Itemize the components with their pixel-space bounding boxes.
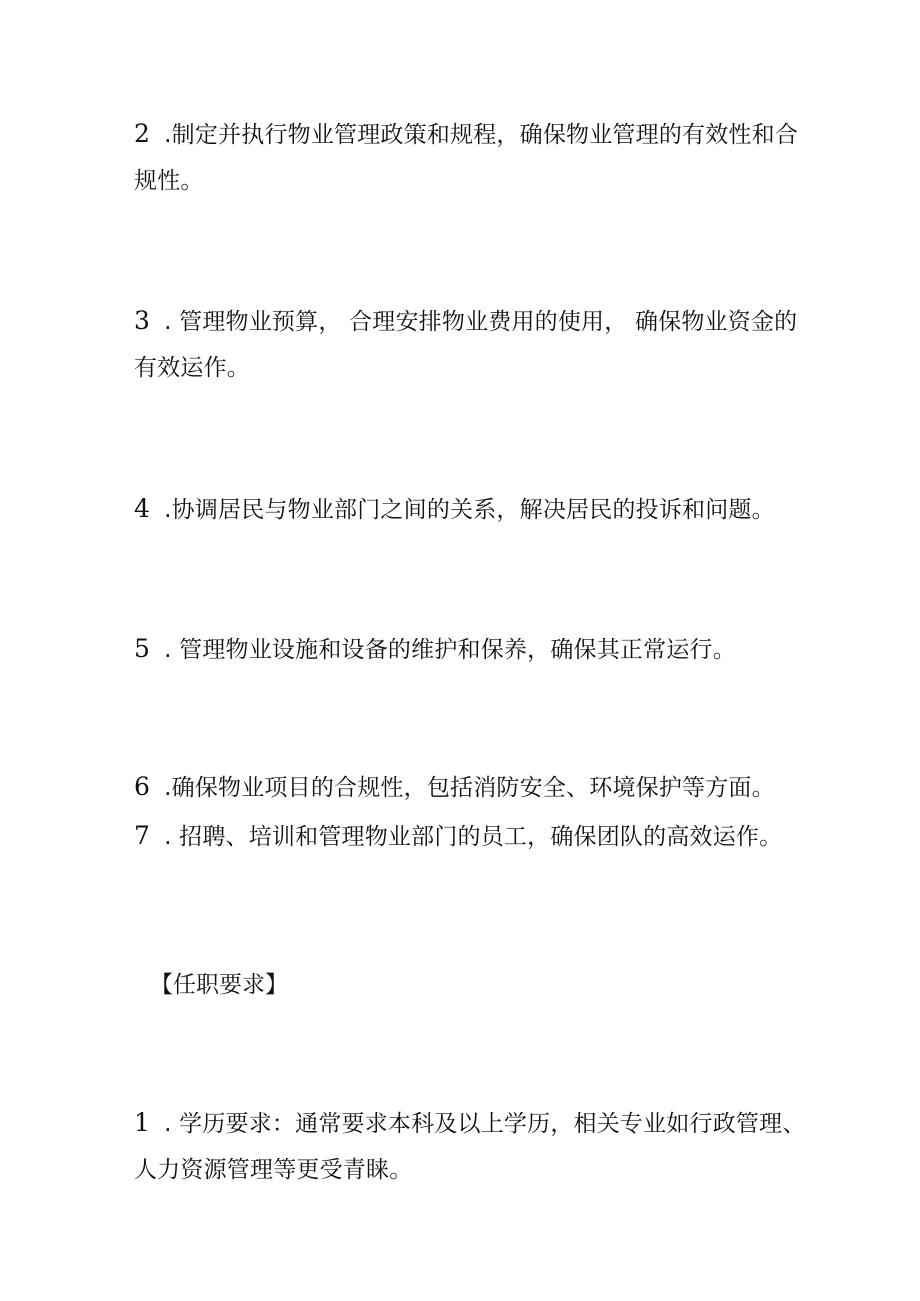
item-number: 6 bbox=[134, 772, 151, 801]
duty-item-4 bbox=[134, 486, 814, 533]
requirement-item-1 bbox=[134, 1100, 814, 1193]
item-number: 3 bbox=[134, 306, 151, 335]
item-text: .确保物业项目的合规性，包括消防安全、环境保护等方面。 bbox=[164, 775, 775, 801]
duty-item-2 bbox=[134, 111, 814, 204]
duty-item-7 bbox=[134, 813, 814, 860]
item-number: 5 bbox=[134, 634, 151, 663]
item-number: 1 bbox=[134, 1108, 151, 1137]
item-number: 4 bbox=[134, 494, 151, 523]
duty-item-3 bbox=[134, 298, 814, 391]
item-text: . 管理物业设施和设备的维护和保养，确保其正常运行。 bbox=[164, 637, 736, 663]
item-text: . 学历要求：通常要求本科及以上学历，相关专业如行政管理、人力资源管理等更受青睐。 bbox=[134, 1111, 806, 1183]
item-text: .制定并执行物业管理政策和规程，确保物业管理的有效性和合规性。 bbox=[134, 122, 799, 194]
item-number: 2 bbox=[134, 119, 151, 148]
item-text: . 管理物业预算， 合理安排物业费用的使用， 确保物业资金的有效运作。 bbox=[134, 309, 798, 381]
item-number: 7 bbox=[134, 821, 151, 850]
duty-item-5 bbox=[134, 626, 814, 673]
section-heading: 【任职要求】 bbox=[150, 972, 288, 998]
item-text: .协调居民与物业部门之间的关系，解决居民的投诉和问题。 bbox=[164, 497, 775, 523]
item-text: . 招聘、培训和管理物业部门的员工，确保团队的高效运作。 bbox=[164, 824, 783, 850]
duty-item-6 bbox=[134, 764, 814, 811]
